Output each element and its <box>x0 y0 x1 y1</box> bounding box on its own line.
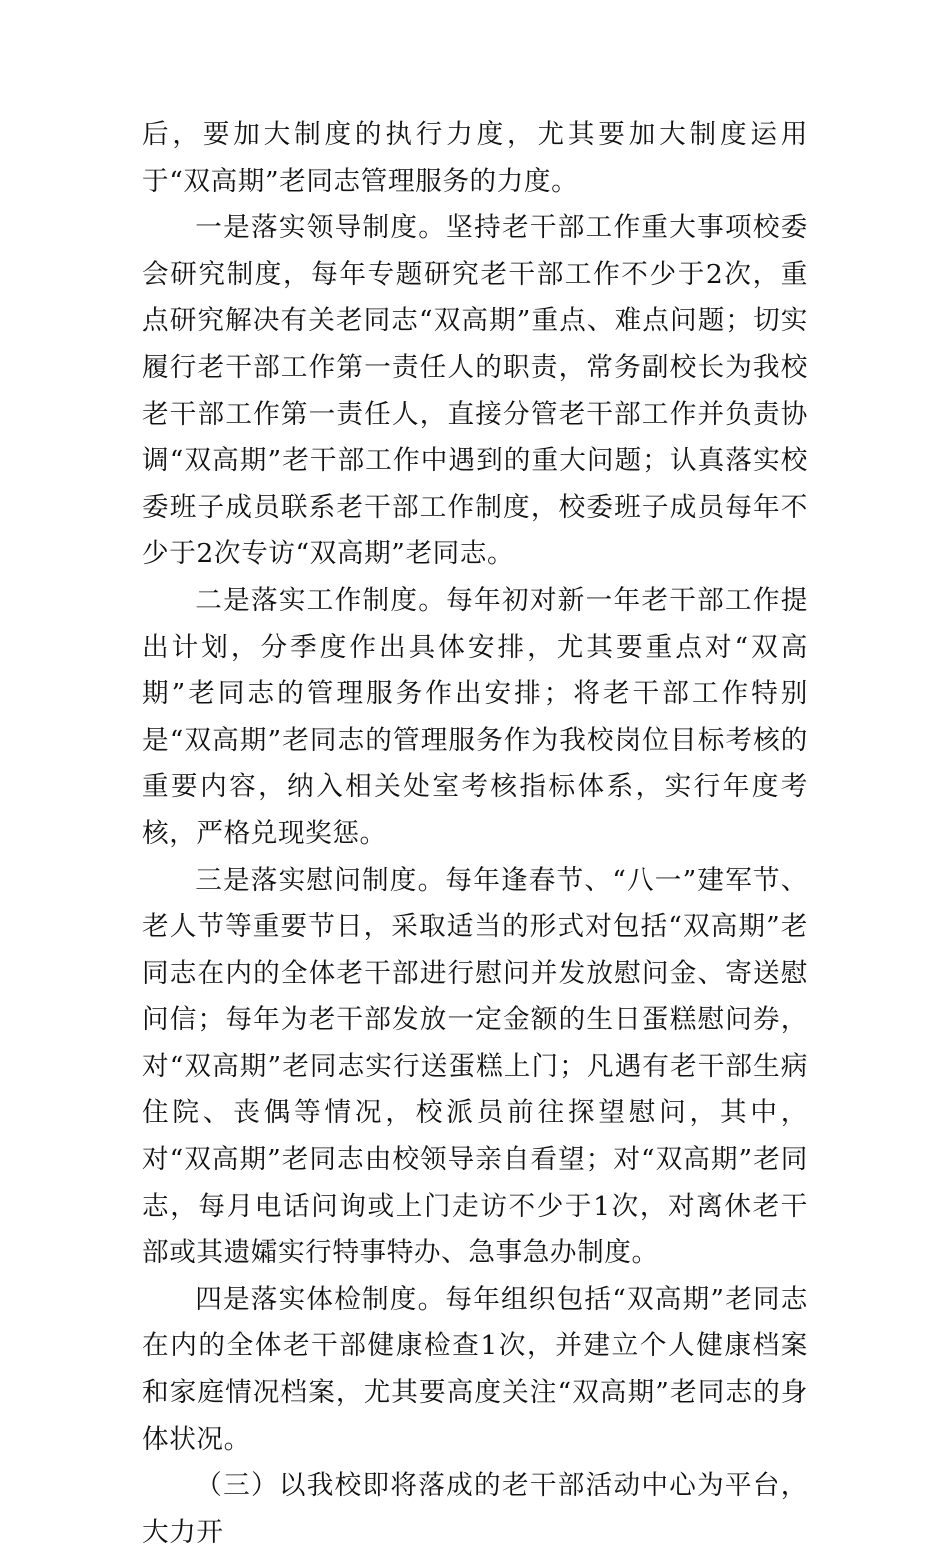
paragraph-section-three: （三）以我校即将落成的老干部活动中心为平台，大力开 <box>142 1470 808 1548</box>
paragraph-leadership-system: 一是落实领导制度。坚持老干部工作重大事项校委会研究制度，每年专题研究老干部工作不少于2次，重点研究解决有关老同志“双高期”重点、难点问题；切实履行老干部工作第一责任人的职责，常务副校长为我校老干部工作第一责任人，直接分管老干部工作并负责协调“双高期”老干部工作中遇到的重大问题；认真落实校委班子成员联系老干部工作制度，校委班子成员每年不少于2次专访“双高期”老同志。 <box>142 212 808 570</box>
paragraph-work-system: 二是落实工作制度。每年初对新一年老干部工作提出计划，分季度作出具体安排，尤其要重点对“双高期”老同志的管理服务作出安排；将老干部工作特别是“双高期”老同志的管理服务作为我校岗位目标考核的重要内容，纳入相关处室考核指标体系，实行年度考核，严格兑现奖惩。 <box>142 584 808 849</box>
document-body <box>142 112 808 1556</box>
paragraph-continuation: 后，要加大制度的执行力度，尤其要加大制度运用于“双高期”老同志管理服务的力度。 <box>142 119 808 197</box>
paragraph-health-check-system: 四是落实体检制度。每年组织包括“双高期”老同志在内的全体老干部健康检查1次，并建立个人健康档案和家庭情况档案，尤其要高度关注“双高期”老同志的身体状况。 <box>142 1283 808 1455</box>
paragraph-condolence-system: 三是落实慰问制度。每年逢春节、“八一”建军节、老人节等重要节日，采取适当的形式对包括“双高期”老同志在内的全体老干部进行慰问并发放慰问金、寄送慰问信；每年为老干部发放一定金额的生日蛋糕慰问券，对“双高期”老同志实行送蛋糕上门；凡遇有老干部生病住院、丧偶等情况，校派员前往探望慰问，其中，对“双高期”老同志由校领导亲自看望；对“双高期”老同志，每月电话问询或上门走访不少于1次，对离休老干部或其遗孀实行特事特办、急事急办制度。 <box>142 864 808 1269</box>
